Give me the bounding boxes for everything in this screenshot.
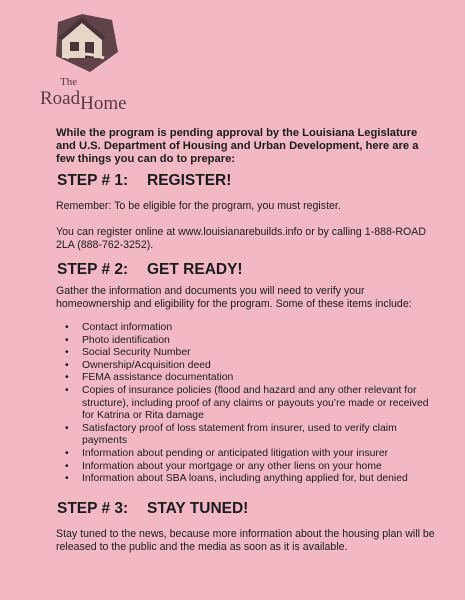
step-1-title: REGISTER! bbox=[147, 172, 232, 189]
bullet-icon: • bbox=[65, 334, 69, 346]
list-item-text: Information about your mortgage or any other liens on your home bbox=[82, 460, 382, 472]
list-item-text: FEMA assistance documentation bbox=[82, 372, 234, 384]
step-3-heading bbox=[57, 500, 248, 518]
logo-text-road-home bbox=[40, 88, 127, 114]
list-item bbox=[65, 423, 435, 448]
list-item bbox=[65, 360, 435, 373]
list-item bbox=[65, 448, 435, 461]
step-3-title: STAY TUNED! bbox=[147, 500, 249, 517]
required-documents-list bbox=[65, 322, 435, 486]
intro-text: While the program is pending approval by the Louisiana Legislature and U.S. Department of Housing and Urban Development, here are a few things you can do to prepare: bbox=[56, 127, 419, 165]
list-item-text: Copies of insurance policies (flood and hazard and any other relevant for structure), including proof of any claims or payouts you’re made or received for Katrina or Rita damage bbox=[82, 384, 429, 422]
list-item-text: Social Security Number bbox=[82, 347, 191, 359]
bullet-icon: • bbox=[65, 322, 69, 333]
step-2-number: STEP # 2: bbox=[57, 261, 129, 278]
list-item bbox=[65, 385, 435, 423]
bullet-icon: • bbox=[65, 460, 69, 472]
list-item-text: Photo identification bbox=[82, 334, 170, 346]
house-icon bbox=[52, 12, 122, 74]
list-item bbox=[65, 322, 435, 335]
list-item-text: Satisfactory proof of loss statement from insurer, used to verify claim payments bbox=[82, 422, 397, 447]
bullet-icon: • bbox=[65, 473, 69, 485]
list-item-text: Information about pending or anticipated litigation with your insurer bbox=[82, 447, 389, 459]
list-item-text: Contact information bbox=[82, 322, 173, 333]
list-item bbox=[65, 372, 435, 385]
logo-text-the: The bbox=[60, 76, 78, 88]
bullet-icon: • bbox=[65, 372, 69, 384]
logo-text-home: Home bbox=[80, 93, 127, 114]
list-item bbox=[65, 335, 435, 348]
step-2-heading bbox=[57, 261, 243, 279]
step-1-register-info: You can register online at www.louisianarebuilds.info or by calling 1-888-ROAD 2LA (888-762-3252). bbox=[56, 226, 426, 251]
step-2-title: GET READY! bbox=[147, 261, 243, 278]
list-item bbox=[65, 473, 435, 486]
step-3-number: STEP # 3: bbox=[57, 500, 129, 517]
step-1-reminder: Remember: To be eligible for the program, you must register. bbox=[56, 200, 341, 212]
list-item bbox=[65, 347, 435, 360]
road-home-logo bbox=[40, 12, 132, 114]
bullet-icon: • bbox=[65, 347, 69, 359]
bullet-icon: • bbox=[65, 422, 69, 434]
logo-text-road: Road bbox=[40, 88, 81, 109]
step-1-heading bbox=[57, 172, 231, 190]
step-3-text: Stay tuned to the news, because more information about the housing plan will be released to the public and the media as soon as it is available. bbox=[56, 528, 435, 553]
step-2-intro: Gather the information and documents you will need to verify your homeownership and eligibility for the program. Some of these items include: bbox=[56, 285, 412, 310]
step-1-number: STEP # 1: bbox=[57, 172, 129, 189]
bullet-icon: • bbox=[65, 359, 69, 371]
list-item bbox=[65, 461, 435, 474]
bullet-icon: • bbox=[65, 384, 69, 396]
bullet-icon: • bbox=[65, 447, 69, 459]
list-item-text: Ownership/Acquisition deed bbox=[82, 359, 211, 371]
list-item-text: Information about SBA loans, including anything applied for, but denied bbox=[82, 473, 408, 485]
